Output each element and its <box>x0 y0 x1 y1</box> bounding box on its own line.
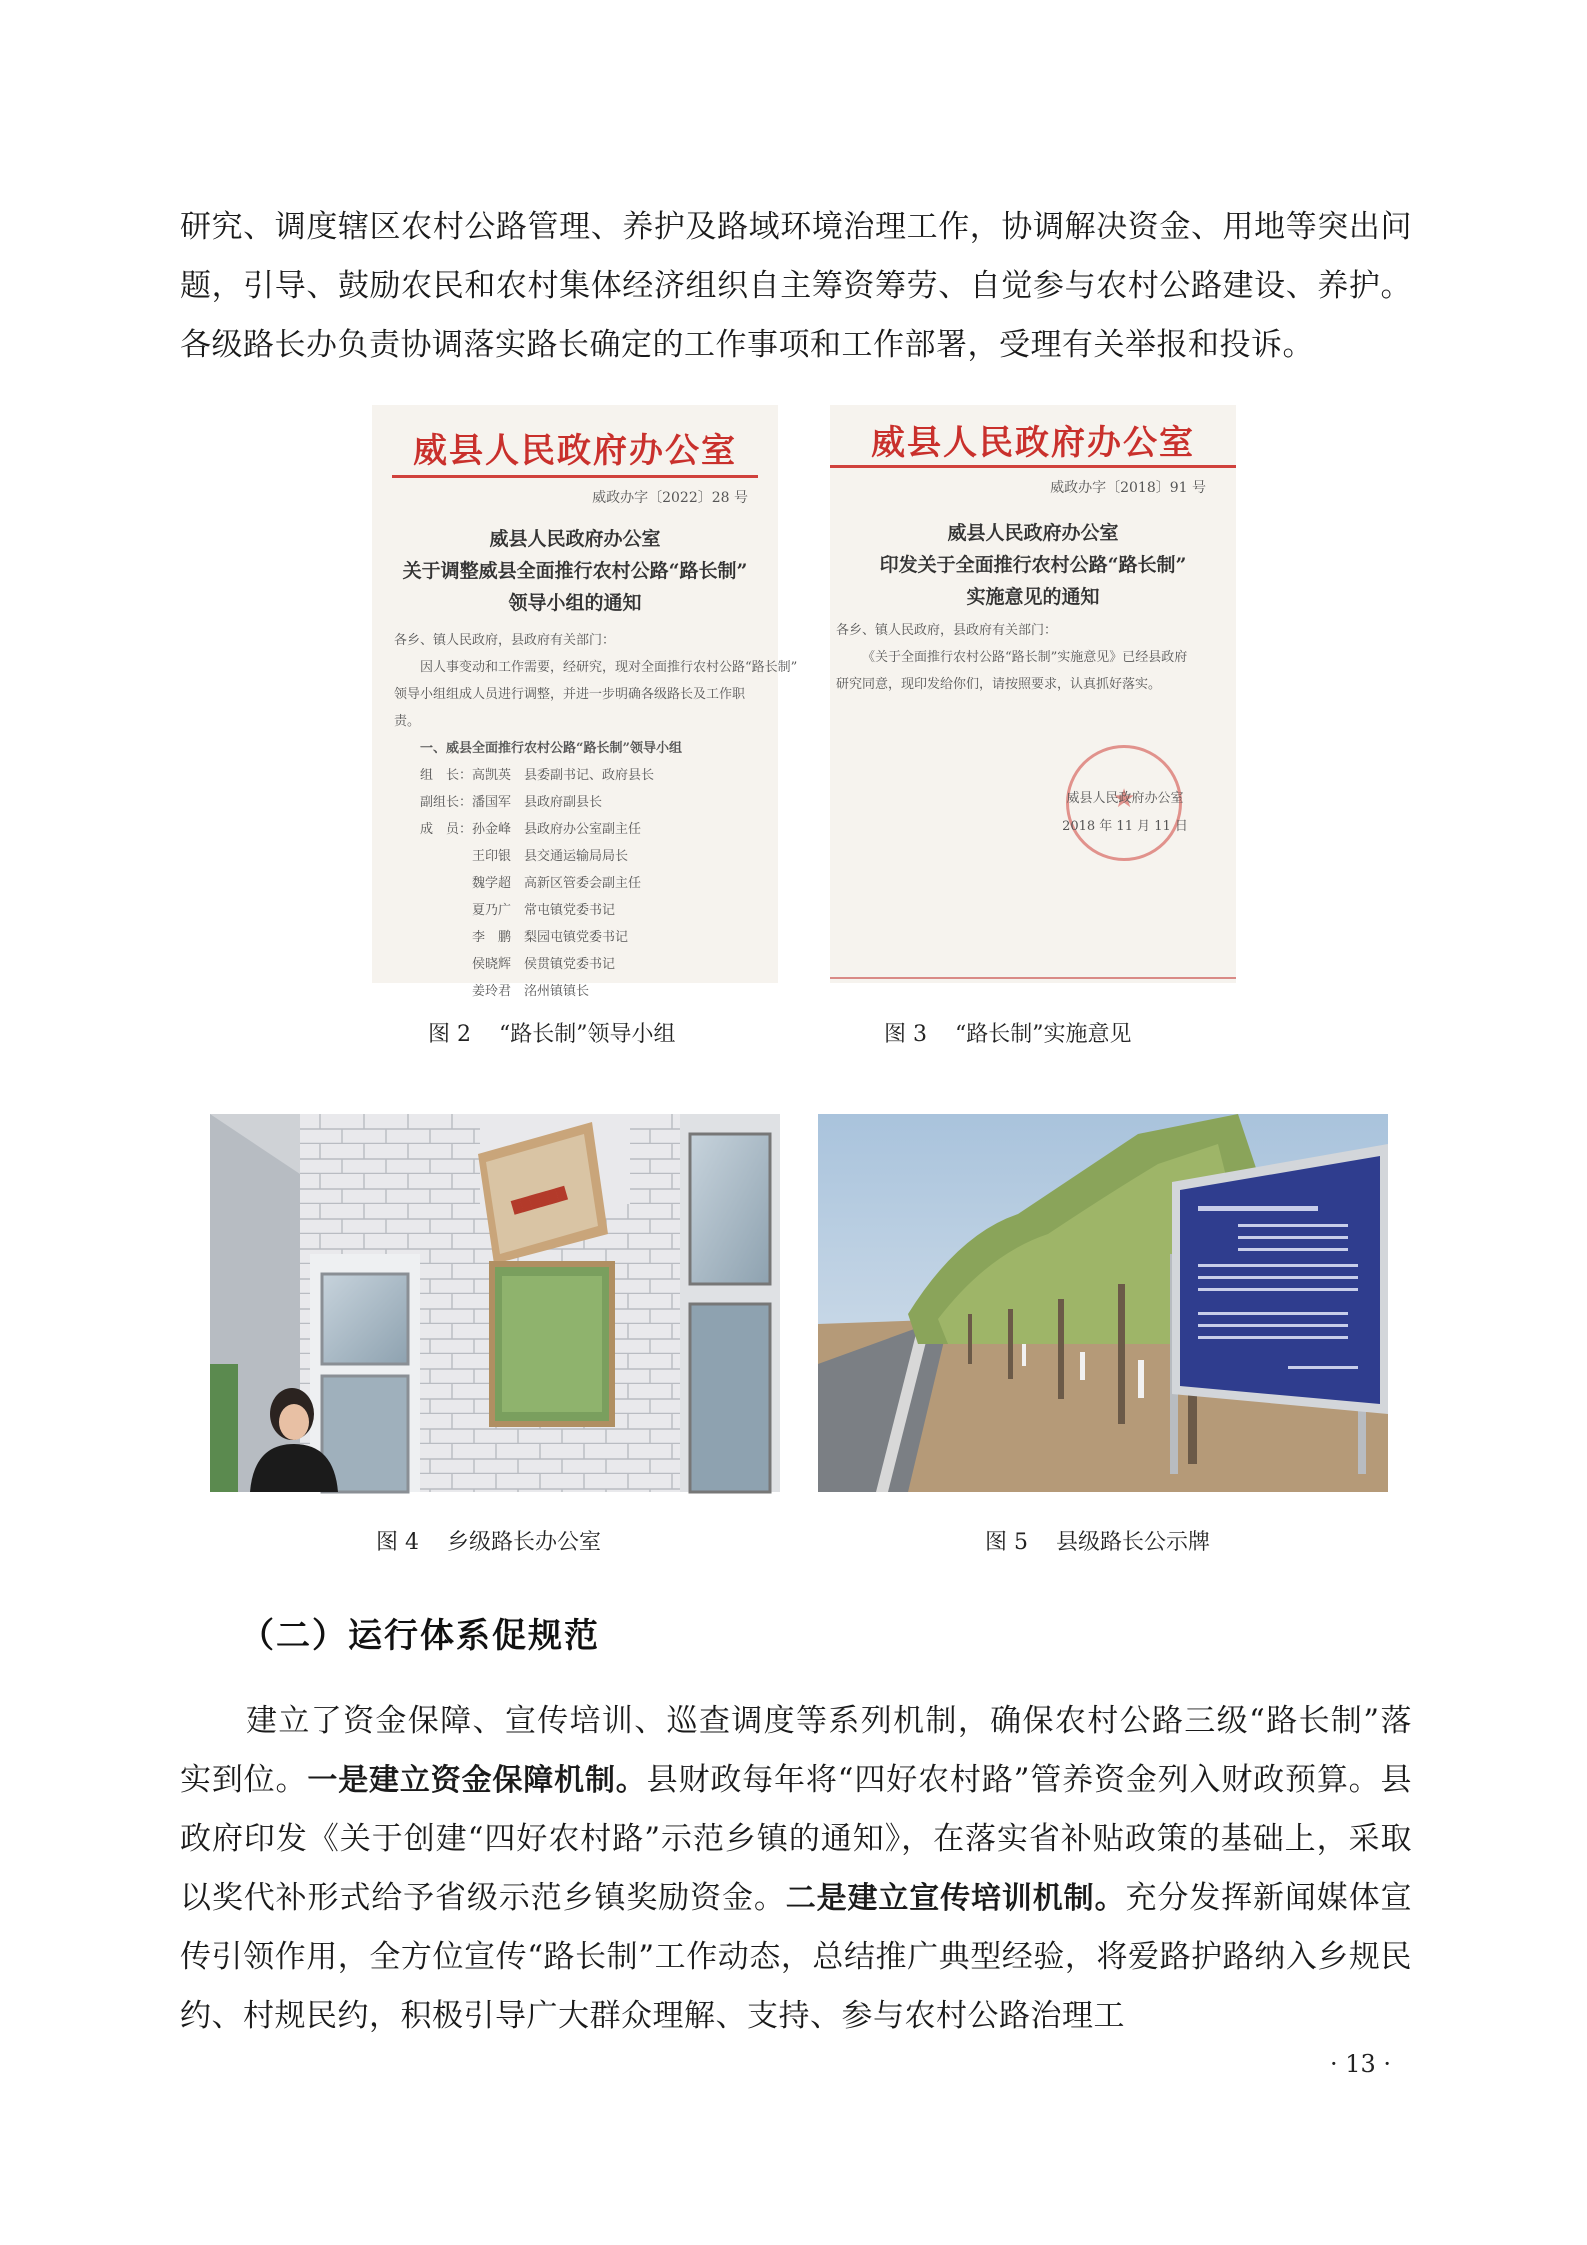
paragraph-bottom-bold2: 二是建立宣传培训机制。 <box>785 1881 1126 1916</box>
section-heading: （二）运行体系促规范 <box>240 1616 600 1656</box>
doc-date: 2018 年 11 月 11 日 <box>1062 819 1188 834</box>
doc-body-line: 夏乃广 常屯镇党委书记 <box>472 903 616 918</box>
figure-2-caption: 图 2 “路长制”领导小组 <box>428 1022 676 1047</box>
doc-title-line: 领导小组的通知 <box>508 592 642 614</box>
doc-body-line: 各乡、镇人民政府，县政府有关部门： <box>394 633 616 648</box>
figure-2-document-scan <box>372 405 798 999</box>
road-notice-board-photo <box>818 1114 1388 1492</box>
figure-5-caption: 图 5 县级路长公示牌 <box>985 1530 1210 1555</box>
doc-red-line <box>392 475 758 478</box>
paragraph-top: 研究、调度辖区农村公路管理、养护及路域环境治理工作，协调解决资金、用地等突出问题，引导、鼓励农民和农村集体经济组织自主筹资筹劳、自觉参与农村公路建设、养护。各级路长办负责协调落实路长确定的工作事项和工作部署，受理有关举报和投诉。 <box>180 209 1412 363</box>
doc-body-line: 姜玲君 洺州镇镇长 <box>472 984 590 999</box>
doc-red-line <box>830 465 1236 468</box>
doc-title-line: 实施意见的通知 <box>966 586 1100 608</box>
doc-title-line: 威县人民政府办公室 <box>947 522 1119 544</box>
figure-4-caption: 图 4 乡级路长办公室 <box>376 1530 601 1555</box>
doc-signature: 威县人民政府办公室 <box>1066 791 1184 806</box>
figure-5-photo <box>818 1114 1388 1492</box>
doc-title-line: 威县人民政府办公室 <box>489 528 661 550</box>
doc-body-line: 王印银 县交通运输局局长 <box>472 849 629 864</box>
doc-header: 威县人民政府办公室 <box>871 423 1195 463</box>
paragraph-bottom-part2: 县财政每年将“四好农村路”管养资金列入财政预算。县政府印发《关于创建“四好农村路”示范乡镇的通知》，在落实省补贴政策的基础上，采取以奖代补形式给予省级示范乡镇奖励资金。 <box>180 1762 1413 1916</box>
doc-title-line: 印发关于全面推行农村公路“路长制” <box>879 554 1187 576</box>
doc-body-line: 一、威县全面推行农村公路“路长制”领导小组 <box>420 741 682 756</box>
doc-body-line: 副组长：潘国军 县政府副县长 <box>420 795 603 810</box>
figure-3-document-scan <box>830 405 1236 983</box>
paragraph-bottom-part3: 充分发挥新闻媒体宣传引领作用，全方位宣传“路长制”工作动态，总结推广典型经验，将爱路护路纳入乡规民约、村规民约，积极引导广大群众理解、支持、参与农村公路治理工 <box>180 1880 1413 2034</box>
doc-body-line: 责。 <box>394 714 421 729</box>
doc-header: 威县人民政府办公室 <box>413 431 737 471</box>
doc-body <box>836 617 1226 698</box>
paragraph-bottom-bold1: 一是建立资金保障机制。 <box>307 1763 647 1798</box>
doc-body-line: 李 鹏 梨园屯镇党委书记 <box>472 930 629 945</box>
doc-title <box>372 523 778 619</box>
doc-body-line: 侯晓辉 侯贯镇党委书记 <box>472 957 616 972</box>
doc-body-line: 魏学超 高新区管委会副主任 <box>472 876 642 891</box>
doc-body-line: 组 长：高凯英 县委副书记、政府县长 <box>420 768 655 783</box>
paragraph-bottom <box>180 1692 1412 2046</box>
doc-body-line: 因人事变动和工作需要，经研究，现对全面推行农村公路“路长制” <box>420 660 798 675</box>
doc-body-line: 领导小组组成人员进行调整，并进一步明确各级路长及工作职 <box>394 687 746 702</box>
figure-4-photo <box>210 1114 780 1492</box>
doc-body-line: 各乡、镇人民政府，县政府有关部门： <box>836 623 1058 638</box>
doc-body-line: 《关于全面推行农村公路“路长制”实施意见》已经县政府 <box>862 650 1188 665</box>
page-number: · 13 · <box>1330 2050 1392 2078</box>
office-building-photo <box>210 1114 780 1492</box>
doc-body-line: 成 员：孙金峰 县政府办公室副主任 <box>420 822 642 837</box>
svg-text:██████: ██████ <box>510 1186 568 1215</box>
doc-title-line: 关于调整威县全面推行农村公路“路长制” <box>402 560 748 582</box>
doc-bottom-line <box>830 977 1236 979</box>
doc-body-line: 研究同意，现印发给你们，请按照要求，认真抓好落实。 <box>836 677 1162 692</box>
doc-number: 威政办字〔2018〕91 号 <box>1050 480 1206 496</box>
doc-number: 威政办字〔2022〕28 号 <box>592 490 748 506</box>
figure-3-caption: 图 3 “路长制”实施意见 <box>884 1022 1132 1047</box>
paragraph-bottom-part1: 建立了资金保障、宣传培训、巡查调度等系列机制，确保农村公路三级“路长制”落实到位。 <box>180 1703 1412 1798</box>
doc-title <box>830 517 1236 613</box>
doc-body <box>394 627 798 1005</box>
